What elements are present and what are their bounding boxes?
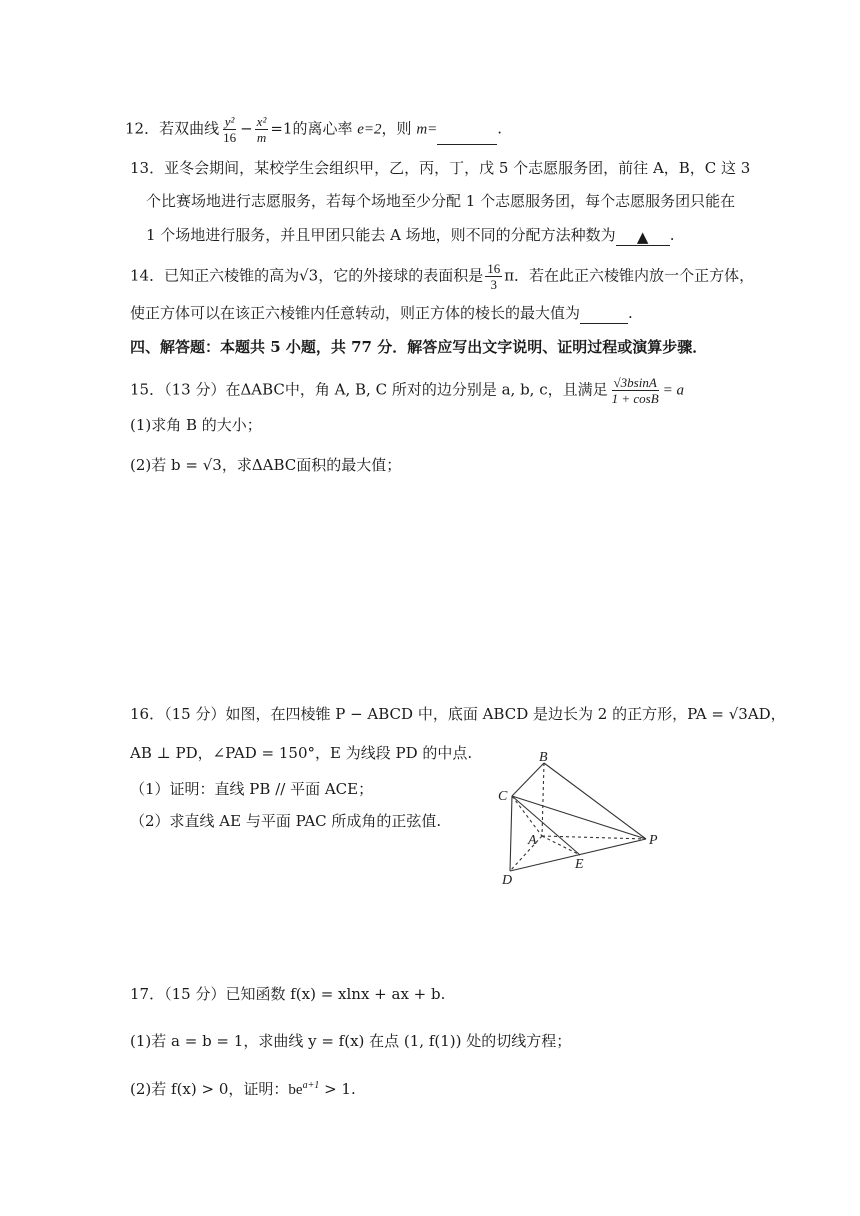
question-17-part-2: (2)若 f(x) > 0，证明：$be^{a+1} > 1$. xyxy=(130,1080,356,1098)
label-C: C xyxy=(498,789,508,804)
label-D: D xyxy=(502,873,513,888)
edge-BC xyxy=(512,763,544,796)
question-16-part-2: （2）求直线 AE 与平面 PAC 所成角的正弦值. xyxy=(130,812,442,830)
question-15-part-2: (2)若 b = √3，求ΔABC面积的最大值； xyxy=(130,456,402,474)
question-17-stem: 17．（15 分）已知函数 f(x) = xlnx + ax + b. xyxy=(130,985,446,1003)
edge-BA xyxy=(542,763,544,836)
answer-blank[interactable] xyxy=(437,128,497,145)
question-14-line-1: 14．已知正六棱锥的高为√3，它的外接球的表面积是 $\frac{16}{3}$ π．若在此正六棱锥内放一个正方体， xyxy=(130,261,755,292)
edge-AD xyxy=(510,836,542,871)
question-13-line-3: 1 个场地进行服务，并且甲团只能去 A 场地，则不同的分配方法种数为 ▲ . xyxy=(146,226,675,246)
question-15-stem: 15．（13 分）在ΔABC中，角 A, B, C 所对的边分别是 a, b, c，且满足 $\frac{√3bsinA}{1 + \cos B}$ = a xyxy=(130,375,685,406)
q12-fraction-2: $\frac{\text{x²}}{m}$ xyxy=(256,114,267,145)
label-B: B xyxy=(539,750,548,765)
edge-BP xyxy=(544,763,646,839)
answer-blank[interactable] xyxy=(580,307,628,324)
label-E: E xyxy=(575,857,584,872)
q15-fraction: $\frac{√3bsinA}{1 + \cos B}$ xyxy=(611,375,659,406)
q14-fraction: $\frac{16}{3}$ xyxy=(487,261,501,292)
edge-CD xyxy=(510,796,512,871)
question-13-line-1: 13．亚冬会期间，某校学生会组织甲，乙，丙，丁，戊 5 个志愿服务团，前往 A，B，C 这 3 xyxy=(130,159,751,177)
label-A: A xyxy=(528,833,537,848)
question-14-line-2: 使正方体可以在该正六棱锥内任意转动，则正方体的棱长的最大值为 . xyxy=(130,304,633,322)
answer-blank[interactable] xyxy=(616,229,670,246)
question-15-part-1: (1)求角 B 的大小； xyxy=(130,416,262,434)
question-16-part-1: （1）证明：直线 PB // 平面 ACE； xyxy=(130,780,374,798)
q12-prefix: 12．若双曲线 xyxy=(125,119,220,138)
edge-CA xyxy=(512,796,542,836)
question-17-part-1: (1)若 a = b = 1，求曲线 y = f(x) 在点 (1, f(1)) 处的切线方程； xyxy=(130,1032,572,1050)
pyramid-figure xyxy=(490,748,670,888)
question-16-line-2: AB ⊥ PD，∠PAD = 150°，E 为线段 PD 的中点. xyxy=(130,744,473,762)
label-P: P xyxy=(649,833,658,848)
q12-fraction-1: $\frac{\text{y²}}{16}$ xyxy=(223,114,237,145)
triangle-icon: ▲ xyxy=(636,228,649,246)
section-heading: 四、解答题：本题共 5 小题，共 77 分．解答应写出文字说明、证明过程或演算步骤． xyxy=(130,338,708,356)
question-13-line-2: 个比赛场地进行志愿服务，若每个场地至少分配 1 个志愿服务团，每个志愿服务团只能在 xyxy=(146,192,736,210)
edge-CE xyxy=(512,796,580,855)
question-12: 12．若双曲线 $\frac{\text{y²}}{16}$ − $\frac{\text{x²}}{m}$ =1的离心率 e=2，则 m= . xyxy=(125,114,503,145)
question-16-line-1: 16．（15 分）如图，在四棱锥 P − ABCD 中，底面 ABCD 是边长为 2 的正方形，PA = √3AD， xyxy=(130,705,786,723)
edge-AP xyxy=(542,836,646,839)
